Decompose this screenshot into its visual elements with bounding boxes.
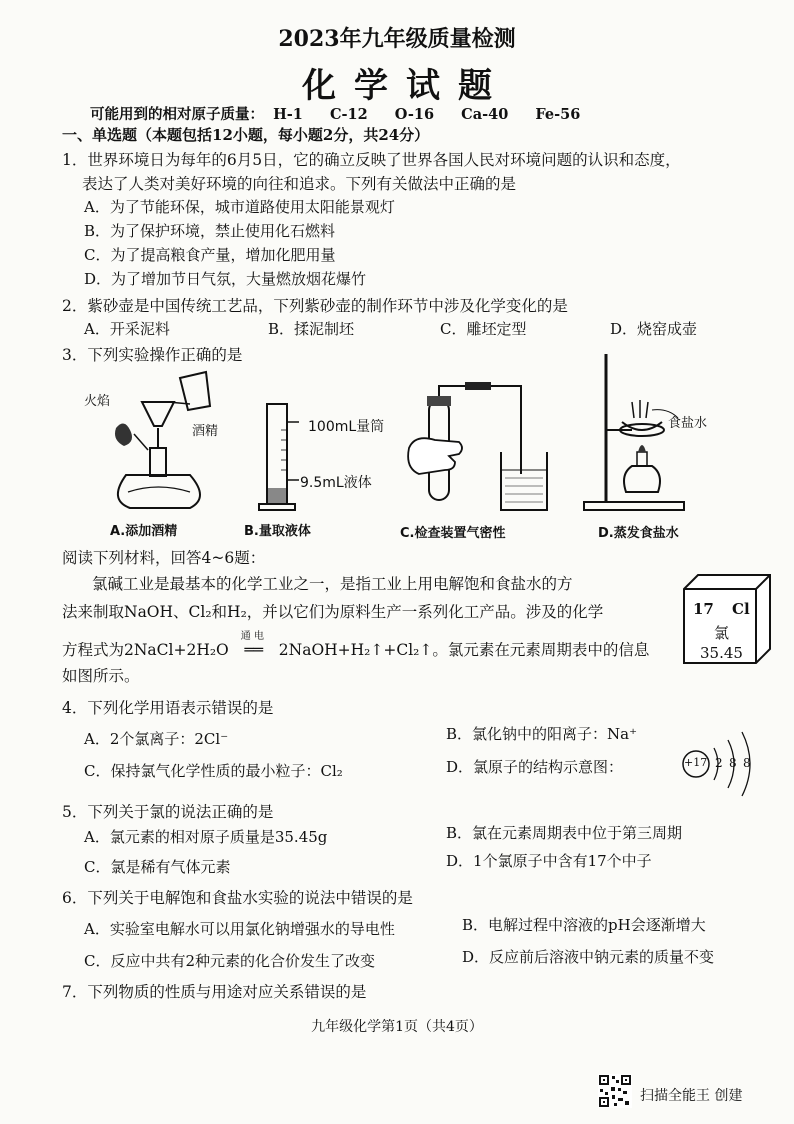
reading-line4: 如图所示。 — [62, 667, 140, 685]
q1-option-b: B．为了保护环境，禁止使用化石燃料 — [84, 222, 336, 240]
q1-option-d: D．为了增加节日气氛，大量燃放烟花爆竹 — [84, 270, 367, 288]
q2-option-b: B．揉泥制坯 — [268, 320, 355, 338]
q6-option-b: B．电解过程中溶液的pH会逐渐增大 — [462, 916, 706, 934]
q6-stem: 6．下列关于电解饱和食盐水实验的说法中错误的是 — [62, 889, 413, 907]
figure-b-caption: B.量取液体 — [244, 524, 311, 539]
figure-b-label-liquid: 9.5mL液体 — [300, 475, 372, 491]
q3-stem: 3．下列实验操作正确的是 — [62, 346, 243, 364]
figure-b-label-cylinder: 100mL量筒 — [308, 419, 385, 435]
q2-stem: 2．紫砂壶是中国传统工艺品，下列紫砂壶的制作环节中涉及化学变化的是 — [62, 297, 568, 315]
atom-shell-1: 2 — [715, 756, 723, 770]
q7-stem: 7．下列物质的性质与用途对应关系错误的是 — [62, 983, 367, 1001]
q4-stem: 4．下列化学用语表示错误的是 — [62, 699, 274, 717]
qr-code-icon — [598, 1074, 632, 1108]
q1-stem-line2: 表达了人类对美好环境的向往和追求。下列有关做法中正确的是 — [82, 175, 517, 193]
element-symbol: Cl — [732, 600, 750, 618]
reading-line2: 法来制取NaOH、Cl₂和H₂，并以它们为原料生产一系列化工产品。涉及的化学 — [62, 603, 604, 621]
q1-option-c: C．为了提高粮食产量，增加化肥用量 — [84, 246, 336, 264]
figure-c-caption: C.检查装置气密性 — [400, 526, 506, 541]
scanner-watermark: 扫描全能王 创建 — [640, 1088, 743, 1104]
equation-condition: 通 电 — [240, 631, 264, 642]
element-mass: 35.45 — [700, 644, 743, 662]
exam-title: 2023年九年级质量检测 — [278, 26, 516, 52]
figure-a-label-alcohol: 酒精 — [192, 424, 219, 439]
atomic-mass-c: C-12 — [329, 106, 368, 123]
atomic-mass-fe: Fe-56 — [535, 106, 581, 123]
equation-arrow: 通 电 ══ — [229, 641, 279, 659]
reading-line1: 氯碱工业是最基本的化学工业之一，是指工业上用电解饱和食盐水的方 — [92, 575, 573, 593]
atom-shell-2: 8 — [729, 756, 737, 770]
atomic-mass-label: 可能用到的相对原子质量： — [90, 106, 264, 123]
subject-title: 化学试题 — [302, 66, 510, 106]
q4-option-c: C．保持氯气化学性质的最小粒子：Cl₂ — [84, 762, 343, 780]
q2-option-c: C．雕坯定型 — [440, 320, 527, 338]
atomic-mass-ca: Ca-40 — [461, 106, 509, 123]
q1-option-a: A．为了节能环保，城市道路使用太阳能景观灯 — [84, 198, 395, 216]
section1-title: 一、单选题（本题包括12小题，每小题2分，共24分） — [62, 126, 430, 144]
page-footer: 九年级化学第1页（共4页） — [311, 1019, 483, 1035]
reading-line3 — [62, 631, 650, 660]
q6-option-a: A．实验室电解水可以用氯化钠增强水的导电性 — [84, 920, 395, 938]
q4-option-a: A．2个氯离子：2Cl⁻ — [84, 730, 229, 748]
figure-d-caption: D.蒸发食盐水 — [598, 526, 679, 541]
figure-b-graduated-cylinder — [255, 400, 315, 515]
q5-stem: 5．下列关于氯的说法正确的是 — [62, 803, 274, 821]
atomic-mass-h: H-1 — [273, 106, 303, 123]
element-name: 氯 — [714, 624, 730, 642]
atom-shell-3: 8 — [743, 756, 751, 770]
equation-reactants: 方程式为2NaCl+2H₂O — [62, 641, 229, 659]
equation-products: 2NaOH+H₂↑+Cl₂↑。氯元素在元素周期表中的信息 — [278, 641, 650, 659]
figure-c-airtightness-check — [405, 378, 555, 518]
atom-nucleus-charge: +17 — [684, 756, 708, 769]
figure-a-label-flame: 火焰 — [84, 394, 111, 409]
figure-d-evaporation — [582, 352, 692, 520]
q2-option-d: D．烧窑成壶 — [610, 320, 698, 338]
q2-option-a: A．开采泥料 — [84, 320, 170, 338]
q6-option-d: D．反应前后溶液中钠元素的质量不变 — [462, 948, 715, 966]
q5-option-b: B．氯在元素周期表中位于第三周期 — [446, 824, 683, 842]
atomic-mass-o: O-16 — [394, 106, 435, 123]
q5-option-d: D．1个氯原子中含有17个中子 — [446, 852, 652, 870]
q1-stem-line1: 1．世界环境日为每年的6月5日，它的确立反映了世界各国人民对环境问题的认识和态度， — [62, 151, 681, 169]
q4-option-b: B．氯化钠中的阳离子：Na⁺ — [446, 725, 638, 743]
q6-option-c: C．反应中共有2种元素的化合价发生了改变 — [84, 952, 376, 970]
q5-option-a: A．氯元素的相对原子质量是35.45g — [84, 828, 328, 846]
element-number: 17 — [693, 600, 714, 618]
q5-option-c: C．氯是稀有气体元素 — [84, 858, 231, 876]
figure-d-label-salt-water: 食盐水 — [668, 416, 708, 431]
figure-a-caption: A.添加酒精 — [110, 524, 178, 539]
q4-option-d: D．氯原子的结构示意图： — [446, 758, 624, 776]
reading-intro: 阅读下列材料，回答4~6题： — [62, 549, 266, 567]
atomic-mass-line — [90, 103, 602, 124]
